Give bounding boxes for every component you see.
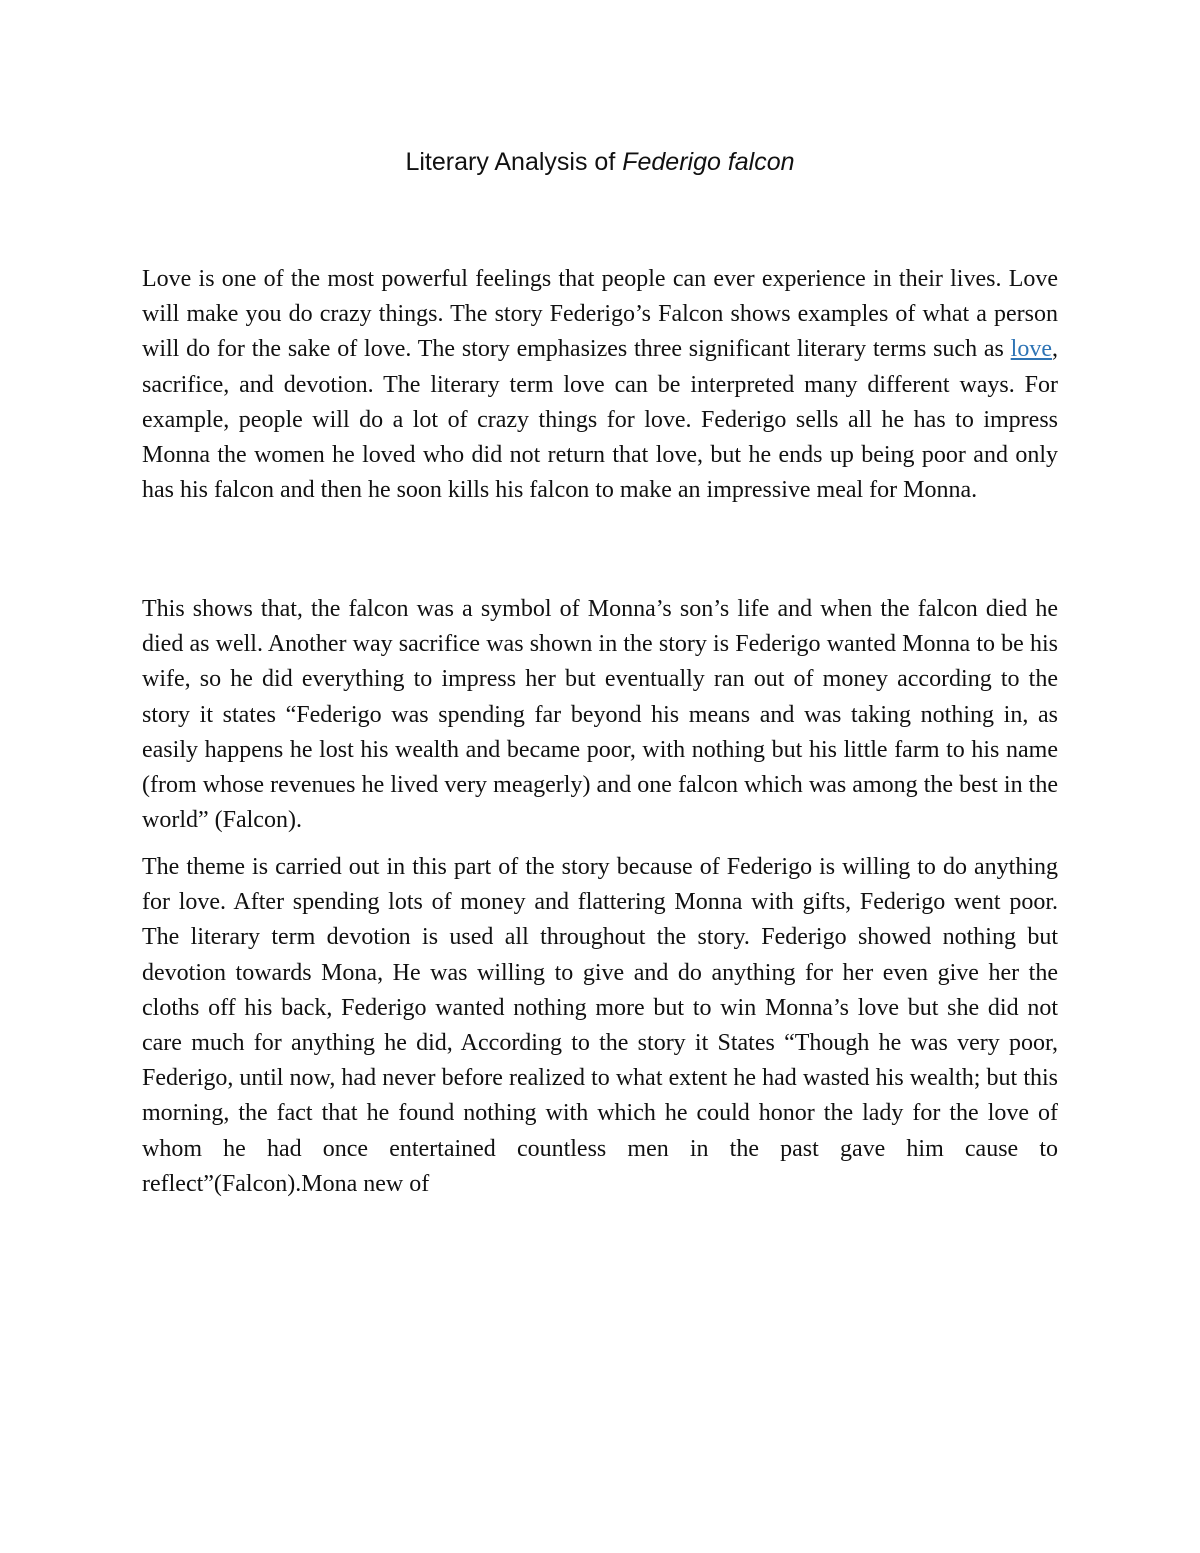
paragraph-2-text: This shows that, the falcon was a symbol of Monna’s son’s life and when the falcon died he died as well. Another way sacrifice was shown in the story is Federigo wanted Monna to be his wife, so he did everything to impress her but eventually ran out of money according to the story it states “Federigo was spending far beyond his means and was taking nothing in, as easily happens he lost his wealth and became poor, with nothing but his little farm to his name (from whose revenues he lived very meagerly) and one falcon which was among the best in the world” (Falcon). — [142, 596, 1058, 834]
document-title — [0, 146, 1200, 178]
title-italic: Federigo falcon — [622, 148, 795, 176]
paragraph-1 — [142, 262, 1058, 508]
paragraph-1-text-end: , sacrifice, and devotion. The literary term love can be interpreted many different ways. For example, people will do a lot of crazy things for love. Federigo sells all he has to impress Monna the women he loved who did not return that love, but he ends up being poor and only has his falcon and then he soon kills his falcon to make an impressive meal for Monna. — [142, 336, 1058, 504]
title-prefix: Literary Analysis of — [405, 148, 623, 176]
paragraph-2 — [142, 592, 1058, 838]
paragraph-1-text-start: Love is one of the most powerful feelings that people can ever experience in their lives. Love will make you do crazy things. The story Federigo’s Falcon shows examples of what a person will do for the sake of love. The story emphasizes three significant literary terms such as — [142, 266, 1058, 363]
paragraph-3-text: The theme is carried out in this part of the story because of Federigo is willing to do anything for love. After spending lots of money and flattering Monna with gifts, Federigo went poor. The literary term devotion is used all throughout the story. Federigo showed nothing but devotion towards Mona, He was willing to give and do anything for her even give her the cloths off his back, Federigo wanted nothing more but to win Monna’s love but she did not care much for anything he did, According to the story it States “Though he was very poor, Federigo, until now, had never before realized to what extent he had wasted his wealth; but this morning, the fact that he found nothing with which he could honor the lady for the love of whom he had once entertained countless men in the past gave him cause to reflect”(Falcon).Mona new of — [142, 854, 1058, 1197]
love-link[interactable]: love — [1010, 336, 1052, 363]
paragraph-3 — [142, 850, 1058, 1202]
